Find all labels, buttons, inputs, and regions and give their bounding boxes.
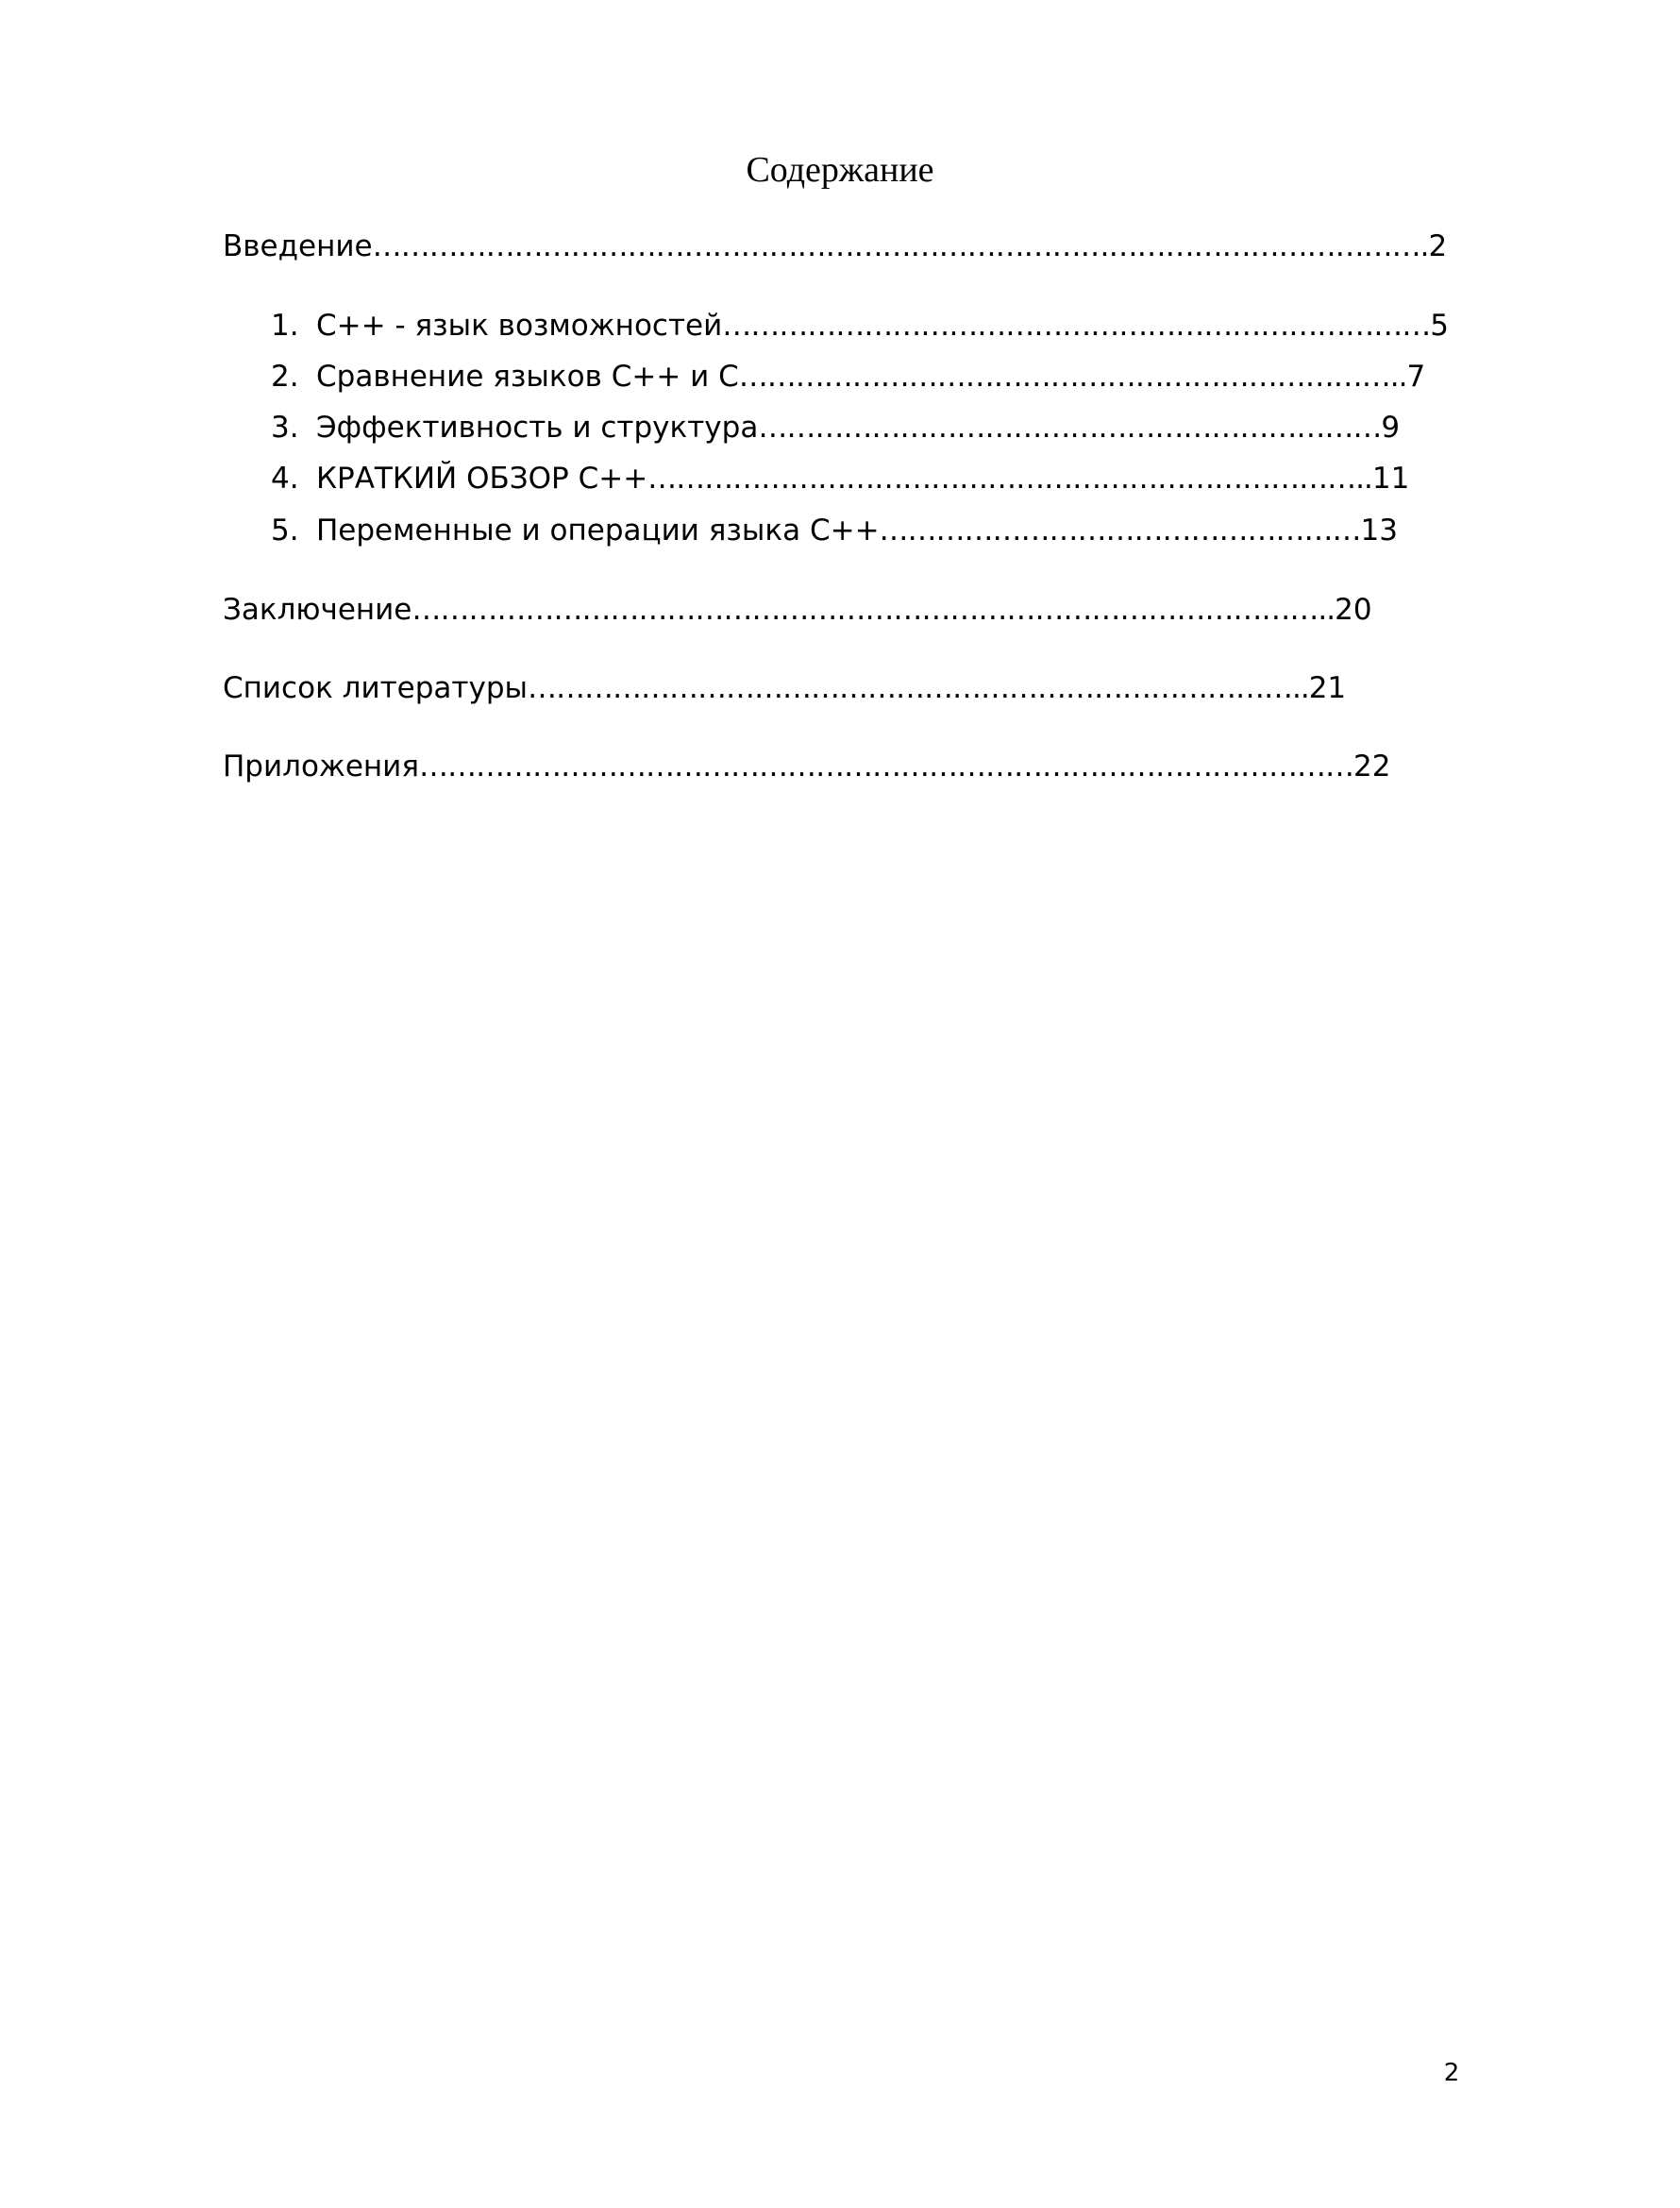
toc-entry-conclusion[interactable] xyxy=(223,586,1416,633)
toc-entry-item-2[interactable] xyxy=(271,353,1426,400)
toc-entry-label: Список литературы xyxy=(223,671,528,705)
toc-entry-label: Сравнение языков С++ и С xyxy=(316,360,739,394)
toc-entry-label: Введение xyxy=(223,229,373,263)
toc-entry-item-1[interactable] xyxy=(271,302,1449,349)
toc-entry-label: Переменные и операции языка С++ xyxy=(316,514,880,548)
toc-entry-item-3[interactable] xyxy=(271,404,1403,451)
toc-entry-label: Заключение xyxy=(223,593,412,627)
document-title: Содержание xyxy=(746,150,934,190)
toc-entry-label: КРАТКИЙ ОБЗОР С++ xyxy=(316,462,648,496)
toc-entry-number: 2. xyxy=(271,360,299,394)
toc-entry-number: 1. xyxy=(271,309,299,343)
toc-entry-number: 5. xyxy=(271,514,299,548)
toc-entry-page: 21 xyxy=(1308,671,1347,705)
toc-entry-page: 11 xyxy=(1371,462,1410,496)
toc-dot-leader: ……………………………………………………………………………………… xyxy=(418,750,1353,784)
toc-entry-label: С++ - язык возможностей xyxy=(316,309,723,343)
toc-entry-intro[interactable] xyxy=(223,223,1448,270)
toc-entry-page: 5 xyxy=(1430,309,1449,343)
toc-dot-leader: ……………………………………………………………………….. xyxy=(527,671,1309,705)
toc-entry-page: 22 xyxy=(1352,750,1391,784)
toc-dot-leader: …………………………………………………………………………………………………. xyxy=(372,229,1429,263)
toc-entry-references[interactable] xyxy=(223,665,1421,712)
page-number: 2 xyxy=(1443,2059,1460,2087)
toc-entry-page: 7 xyxy=(1406,360,1426,394)
toc-entry-page: 2 xyxy=(1428,229,1448,263)
toc-dot-leader: …………………………………………………………………………………….. xyxy=(412,593,1336,627)
toc-entry-page: 13 xyxy=(1360,514,1398,548)
toc-entry-number: 4. xyxy=(271,462,299,496)
toc-dot-leader: ………………………………………………………………… xyxy=(722,309,1431,343)
toc-dot-leader: ………………………………………………………… xyxy=(758,411,1382,445)
toc-entry-item-5[interactable] xyxy=(271,507,1413,554)
toc-entry-appendices[interactable] xyxy=(223,743,1421,790)
toc-entry-number: 3. xyxy=(271,411,299,445)
toc-dot-leader: …………………………………………………………….. xyxy=(738,360,1407,394)
toc-entry-page: 20 xyxy=(1335,593,1372,627)
toc-dot-leader: ………………………………………………………………….. xyxy=(647,462,1372,496)
toc-dot-leader: …………………………………………… xyxy=(879,514,1361,548)
toc-entry-label: Эффективность и структура xyxy=(316,411,759,445)
toc-entry-label: Приложения xyxy=(223,750,419,784)
toc-entry-item-4[interactable] xyxy=(271,455,1413,502)
toc-entry-page: 9 xyxy=(1381,411,1401,445)
